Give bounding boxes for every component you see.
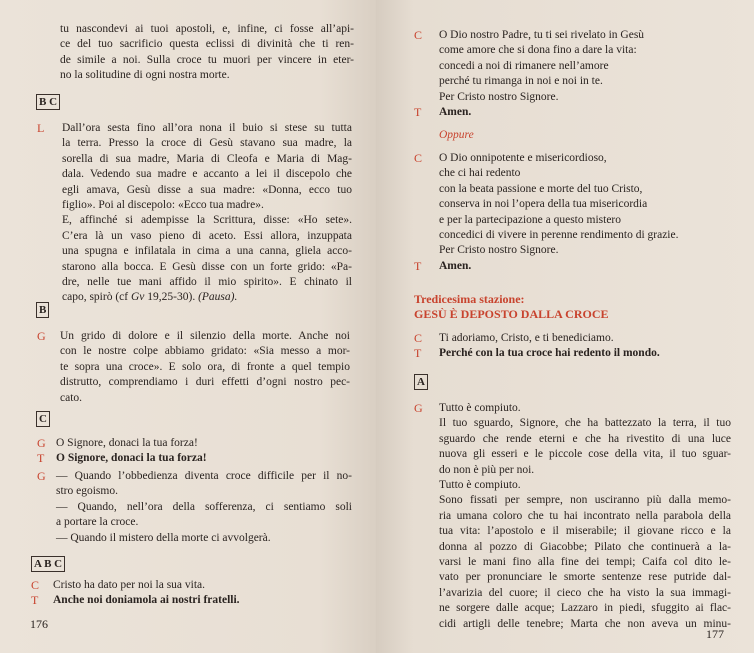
text-line: cidi artigli delle tenebre; Marta che non aveva un minu- — [439, 617, 731, 630]
text-line: te sopra una croce». E solo ora, di fronte a quel tempio — [60, 360, 350, 373]
text-line: E, affinché si adempisse la Scrittura, disse: «Ho sete». — [62, 214, 352, 227]
cycle-box-abc: A B C — [31, 556, 65, 572]
meditation-paragraph — [60, 329, 350, 406]
station-title: GESÙ È DEPOSTO DALLA CROCE — [414, 307, 609, 321]
text-line: a portare la croce. — [56, 516, 139, 529]
text-line: starono alla bocca. E Gesù disse con un forte grido: «Pa- — [62, 260, 352, 273]
acclamation-response: Perché con la tua croce hai redento il mondo. — [439, 347, 660, 359]
text-line: tu nascondevi ai tuoi apostoli, e, infine, ci fosse all’api- — [60, 23, 354, 35]
closing-prayer — [439, 28, 644, 105]
text-line: perché tu rimanga in noi e noi in te. — [439, 75, 603, 88]
role-code-guida: G — [414, 401, 423, 415]
text-line: e per la partecipazione a questo mistero — [439, 213, 622, 226]
text-line: — Quando l’obbedienza diventa croce difficile per il no- — [56, 470, 352, 482]
gospel-reading — [62, 121, 352, 306]
text-line: O Dio nostro Padre, tu ti sei rivelato in Gesù — [439, 29, 645, 41]
text-line: do non è più per noi. — [439, 463, 535, 476]
text-line: de simile a noi. Sulla croce tu muori per vincere in eter- — [60, 53, 354, 66]
role-code-tutti: T — [414, 346, 422, 360]
text-line: ria umana coloro che tu hai incontrato nella parabola della — [439, 509, 731, 522]
invocation-line: O Signore, donaci la tua forza! — [56, 437, 198, 449]
role-code-tutti: T — [37, 451, 45, 465]
text-line: Dall’ora sesta fino all’ora nona il buio si stese su tutta — [62, 122, 352, 134]
text-line: concedici di vivere in perenne rendimento di grazie. — [439, 229, 679, 242]
role-code-tutti: T — [414, 105, 422, 119]
invocation-line: Cristo ha dato per noi la sua vita. — [53, 579, 206, 591]
text-line: una spugna e infilatala in cima a una canna, gliela acco- — [62, 245, 352, 258]
text-line: egli amava, Gesù disse a sua madre: «Donna, ecco tuo — [62, 183, 352, 196]
response-line: O Signore, donaci la tua forza! — [56, 452, 207, 464]
text-line-last — [62, 290, 352, 305]
text-line: ne sorgere dalle acque; Lazzaro in piedi, sfuggito ai flac- — [439, 602, 731, 615]
text-line: Tutto è compiuto. — [439, 479, 521, 492]
text-line: tua vita: l’apostolo e il miserabile; il giovane ricco e la — [439, 525, 731, 538]
text-line: concedi a noi di rimanere nell’amore — [439, 59, 609, 72]
scripture-reference: 19,25-30). — [144, 291, 199, 304]
text-line: l’avarizia del cuore; il cieco che ha visto la sua immagi- — [439, 586, 731, 599]
role-code-lettore: L — [37, 121, 45, 135]
text-line: che ci hai redento — [439, 167, 521, 180]
role-code-guida: G — [37, 469, 46, 483]
amen-response: Amen. — [439, 106, 472, 118]
cycle-box-c: C — [36, 411, 50, 427]
role-code-celebrante: C — [414, 28, 423, 42]
text-line: con la beata passione e morte del tuo Cristo, — [439, 182, 643, 195]
text-line: conserva in noi l’opera della tua misericordia — [439, 198, 648, 211]
cycle-box-bc: B C — [36, 94, 60, 110]
text-line: Tutto è compiuto. — [439, 402, 521, 414]
text-line: dala. Vedendo sua madre e accanto a lei il discepolo che — [62, 168, 352, 181]
station-heading: Tredicesima stazione: — [414, 292, 525, 306]
role-code-guida: G — [37, 436, 46, 450]
pause-rubric: (Pausa). — [198, 291, 238, 304]
role-code-celebrante: C — [414, 331, 423, 345]
scripture-book: Gv — [130, 291, 145, 304]
page-number: 176 — [30, 617, 48, 631]
text-line: Per Cristo nostro Signore. — [439, 244, 559, 257]
text-line: O Dio onnipotente e misericordioso, — [439, 152, 607, 164]
litany-paragraph — [56, 469, 352, 546]
text-line: donna al pozzo di Giacobbe; Pilato che continuerà a la- — [439, 540, 731, 553]
text-line: — Quando il mistero della morte ci avvolgerà. — [56, 531, 271, 544]
text-line: sorella di sua madre, Maria di Cleofa e Maria di Mag- — [62, 152, 352, 165]
text-line: come amore che si dona fino a dare la vita: — [439, 44, 637, 57]
text-line: stro egoismo. — [56, 485, 118, 498]
response-line: Anche noi doniamola ai nostri fratelli. — [53, 594, 240, 606]
text-line: Il tuo sguardo, Signore, che ha battezzato la terra, il tuo — [439, 417, 731, 430]
text-line: vato per pronunciare le smorte sentenze rese putride dal- — [439, 571, 731, 584]
oppure-rubric: Oppure — [439, 129, 474, 141]
role-code-celebrante: C — [414, 151, 423, 165]
meditation-paragraph — [439, 401, 731, 632]
text-line: con le nostre colpe abbiamo gridato: «Sia messo a mor- — [60, 345, 350, 358]
text-line: ce del tuo sacrificio questa eclissi di divinità che ti ren- — [60, 38, 354, 51]
text-line: no la solitudine di ogni nostra morte. — [60, 69, 230, 82]
text-line: varsi le mani fino alla fine dei tempi; Caifa col dito le- — [439, 556, 731, 569]
text-line: sguardo che rende eterni e che ha rivestito di una luce — [439, 432, 731, 445]
cycle-box-b: B — [36, 302, 49, 318]
role-code-tutti: T — [31, 593, 39, 607]
page-number: 177 — [706, 627, 724, 641]
amen-response: Amen. — [439, 260, 472, 272]
text-line: figlio». Poi al discepolo: «Ecco tua madre». — [62, 199, 264, 212]
text-line: — Quando, nell’ora della sofferenza, ci sentiamo soli — [56, 500, 352, 513]
text-line: cato. — [60, 391, 83, 404]
text-line: la terra. Presso la croce di Gesù stavano sua madre, la — [62, 137, 352, 150]
role-code-tutti: T — [414, 259, 422, 273]
text-fragment: capo, spirò (cf — [62, 291, 131, 304]
alternative-prayer — [439, 151, 678, 259]
text-line: Per Cristo nostro Signore. — [439, 90, 559, 103]
text-line: C’era là un vaso pieno di aceto. Essi allora, inzuppata — [62, 229, 352, 242]
role-code-guida: G — [37, 329, 46, 343]
paragraph-intro — [60, 22, 354, 84]
cycle-box-a: A — [414, 374, 428, 390]
acclamation-line: Ti adoriamo, Cristo, e ti benediciamo. — [439, 332, 614, 344]
text-line: Un grido di dolore e il silenzio della morte. Anche noi — [60, 330, 350, 342]
text-line: dre, nelle tue mani affido il mio spirito». E chinato il — [62, 276, 352, 289]
text-line: Sono fissati per sempre, non usciranno più dalla memo- — [439, 494, 731, 507]
text-line: distrutto, comprendiamo i duri effetti d’ogni nostro pec- — [60, 376, 350, 389]
left-page — [0, 0, 376, 653]
right-page — [376, 0, 754, 653]
text-line: nuova gli esseri e le piccole cose della vita, il tuo sguar- — [439, 448, 731, 461]
role-code-celebrante: C — [31, 578, 40, 592]
